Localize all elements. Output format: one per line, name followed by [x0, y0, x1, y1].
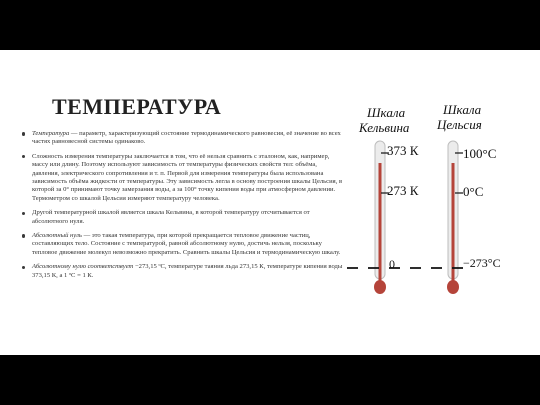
- bullet-item: [22, 209, 344, 226]
- thermometer-figure: [345, 103, 520, 303]
- bullet-list: [22, 130, 344, 286]
- slide: [0, 50, 540, 355]
- kelvin-mid-label: 273 К: [387, 183, 419, 198]
- kelvin-zero-label: 0: [389, 257, 395, 271]
- bullet-text: — параметр, характеризующий состояние термодинамического равновесия, её значение во всех частях равновесной системы одинаково.: [32, 130, 341, 146]
- bullet-text: −273,15 ºС, температуре таяния льда 273,15 К, температуре кипения воды 373,15 К, а 1 ºС = 1 К.: [32, 263, 343, 279]
- bullet-item: [22, 153, 344, 203]
- bullet-term: Температура: [32, 130, 70, 137]
- bullet-text: — это такая температура, при которой прекращается тепловое движение частиц, составляющих тело. Состояние с температурой, равной абсолютному нулю, достичь нельзя, поскольку тепловое движение молекул невозможно прекратить. Сравнить шкалы Цельсия и термодинамическую шкалу.: [32, 232, 341, 256]
- bullet-item: [22, 130, 344, 147]
- bullet-item: [22, 263, 344, 280]
- bullet-text: Сложность измерения температуры заключается в том, что её нельзя сравнить с эталоном, как, например, массу или длину. Поэтому используют зависимость от температуры физических свойств тел: объёма, давления, электрического сопротивления и т. п. Первой для измерения температуры была использована зависимость объёма жидкости от температуры. Эту зависимость легла в основу построения шкалы Цельсия, в которой за 0° принимают точку замерзания воды, а за 100° точку кипения воды при атмосферном давлении. Термометром со шкалой Цельсия измеряют температуру человека.: [32, 152, 343, 202]
- kelvin-heading-2: Кельвина: [359, 120, 410, 135]
- bullet-term: Абсолютному нулю соответствует: [32, 263, 134, 271]
- kelvin-thermometer: [374, 141, 389, 294]
- celsius-mid-label: 0°C: [463, 184, 484, 199]
- kelvin-bulb: [374, 280, 386, 294]
- celsius-bulb: [447, 280, 459, 294]
- celsius-heading-1: Шкала: [443, 103, 482, 117]
- celsius-liquid: [452, 163, 455, 289]
- bullet-term: Абсолютный нуль: [32, 232, 82, 240]
- celsius-heading-2: Цельсия: [437, 117, 482, 132]
- kelvin-liquid: [379, 163, 382, 289]
- kelvin-top-label: 373 К: [387, 143, 419, 158]
- celsius-top-label: 100°C: [463, 146, 497, 161]
- kelvin-heading-1: Шкала: [367, 105, 406, 120]
- slide-title: ТЕМПЕРАТУРА: [52, 94, 222, 119]
- bullet-item: [22, 232, 344, 257]
- celsius-thermometer: [447, 141, 463, 294]
- celsius-bottom-label: −273°C: [463, 256, 501, 270]
- thermometer-svg: [345, 103, 520, 303]
- bullet-text: Другой температурной шкалой является шкала Кельвина, в которой температуру отсчитывается от абсолютного нуля.: [32, 209, 310, 225]
